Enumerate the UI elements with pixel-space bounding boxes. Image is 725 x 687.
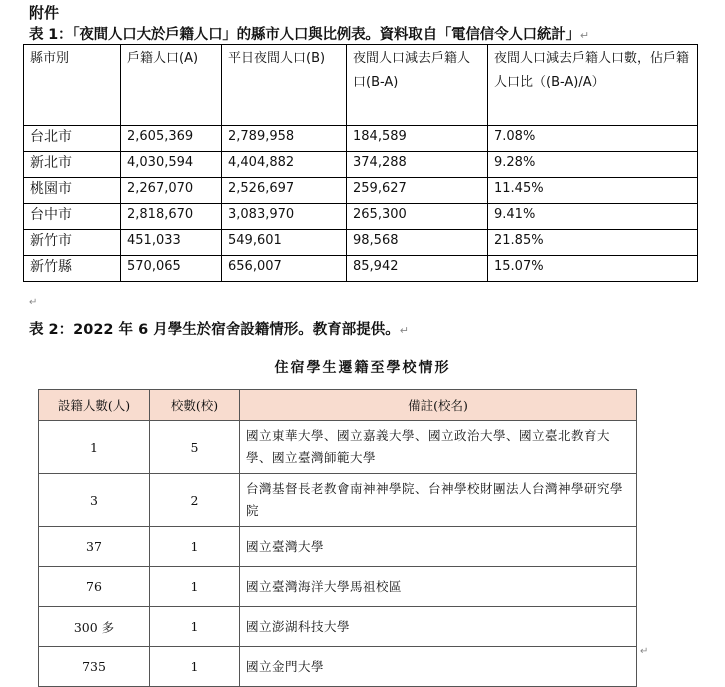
table-row [39, 647, 637, 687]
table2-header-cell: 備註(校名) [240, 390, 637, 421]
table-row [39, 527, 637, 567]
table1-header-cell: 縣市別 [24, 45, 121, 126]
table-row [39, 607, 637, 647]
table-cell: 1 [150, 527, 240, 567]
table1-header-cell: 夜間人口減去戶籍人口(B-A) [347, 45, 488, 126]
table-cell: 1 [150, 607, 240, 647]
table-cell: 4,404,882 [222, 152, 347, 178]
paragraph-mark: ↵ [29, 297, 38, 308]
table-cell: 656,007 [222, 256, 347, 282]
table2-header-row [39, 390, 637, 421]
table1-header-cell: 戶籍人口(A) [121, 45, 222, 126]
table-cell: 2,267,070 [121, 178, 222, 204]
table-cell: 4,030,594 [121, 152, 222, 178]
table-cell: 9.28% [488, 152, 698, 178]
table2-header-cell: 設籍人數(人) [39, 390, 150, 421]
table-cell: 85,942 [347, 256, 488, 282]
table1 [23, 44, 698, 282]
table-cell: 374,288 [347, 152, 488, 178]
table-cell: 2,818,670 [121, 204, 222, 230]
table-cell: 國立澎湖科技大學 [240, 607, 637, 647]
table-cell: 桃園市 [24, 178, 121, 204]
table-cell: 300 多 [39, 607, 150, 647]
table-cell: 2 [150, 474, 240, 527]
table-cell: 1 [150, 647, 240, 687]
table-cell: 21.85% [488, 230, 698, 256]
table-cell: 570,065 [121, 256, 222, 282]
table-row [24, 256, 698, 282]
table-cell: 國立臺灣海洋大學馬祖校區 [240, 567, 637, 607]
table1-header-cell: 夜間人口減去戶籍人口數，佔戶籍人口比（(B-A)/A） [488, 45, 698, 126]
table-row [39, 474, 637, 527]
table1-header-row [24, 45, 698, 126]
table-cell: 76 [39, 567, 150, 607]
paragraph-mark: ↵ [640, 646, 649, 657]
table-cell: 549,601 [222, 230, 347, 256]
table-cell: 台中市 [24, 204, 121, 230]
table-cell: 9.41% [488, 204, 698, 230]
document-title: 附件 [29, 4, 60, 22]
table-cell: 265,300 [347, 204, 488, 230]
table2 [38, 389, 637, 687]
table-row [24, 126, 698, 152]
table-cell: 735 [39, 647, 150, 687]
table-cell: 台灣基督長老教會南神神學院、台神學校財團法人台灣神學研究學院 [240, 474, 637, 527]
table-cell: 新竹市 [24, 230, 121, 256]
table-row [39, 567, 637, 607]
table-cell: 184,589 [347, 126, 488, 152]
table-cell: 451,033 [121, 230, 222, 256]
table-row [39, 421, 637, 474]
table-cell: 98,568 [347, 230, 488, 256]
table-cell: 國立臺灣大學 [240, 527, 637, 567]
table-cell: 國立東華大學、國立嘉義大學、國立政治大學、國立臺北教育大學、國立臺灣師範大學 [240, 421, 637, 474]
table-row [24, 152, 698, 178]
table1-header-cell: 平日夜間人口(B) [222, 45, 347, 126]
table-cell: 台北市 [24, 126, 121, 152]
table2-caption: 表 2：2022 年 6 月學生於宿舍設籍情形。教育部提供。↵ [29, 322, 409, 338]
table-cell: 37 [39, 527, 150, 567]
table-cell: 5 [150, 421, 240, 474]
table2-title: 住宿學生遷籍至學校情形 [274, 360, 451, 376]
table-cell: 1 [150, 567, 240, 607]
table-cell: 15.07% [488, 256, 698, 282]
table2-header-cell: 校數(校) [150, 390, 240, 421]
table-cell: 2,526,697 [222, 178, 347, 204]
table-cell: 3 [39, 474, 150, 527]
table-cell: 3,083,970 [222, 204, 347, 230]
table1-caption: 表 1：「夜間人口大於戶籍人口」的縣市人口與比例表。資料取自「電信信令人口統計」↵ [29, 27, 589, 43]
table-cell: 11.45% [488, 178, 698, 204]
table-row [24, 178, 698, 204]
table-cell: 新竹縣 [24, 256, 121, 282]
table-row [24, 230, 698, 256]
table-cell: 2,789,958 [222, 126, 347, 152]
table-cell: 國立金門大學 [240, 647, 637, 687]
table-cell: 2,605,369 [121, 126, 222, 152]
table-cell: 259,627 [347, 178, 488, 204]
table-row [24, 204, 698, 230]
table-cell: 新北市 [24, 152, 121, 178]
table-cell: 7.08% [488, 126, 698, 152]
table-cell: 1 [39, 421, 150, 474]
